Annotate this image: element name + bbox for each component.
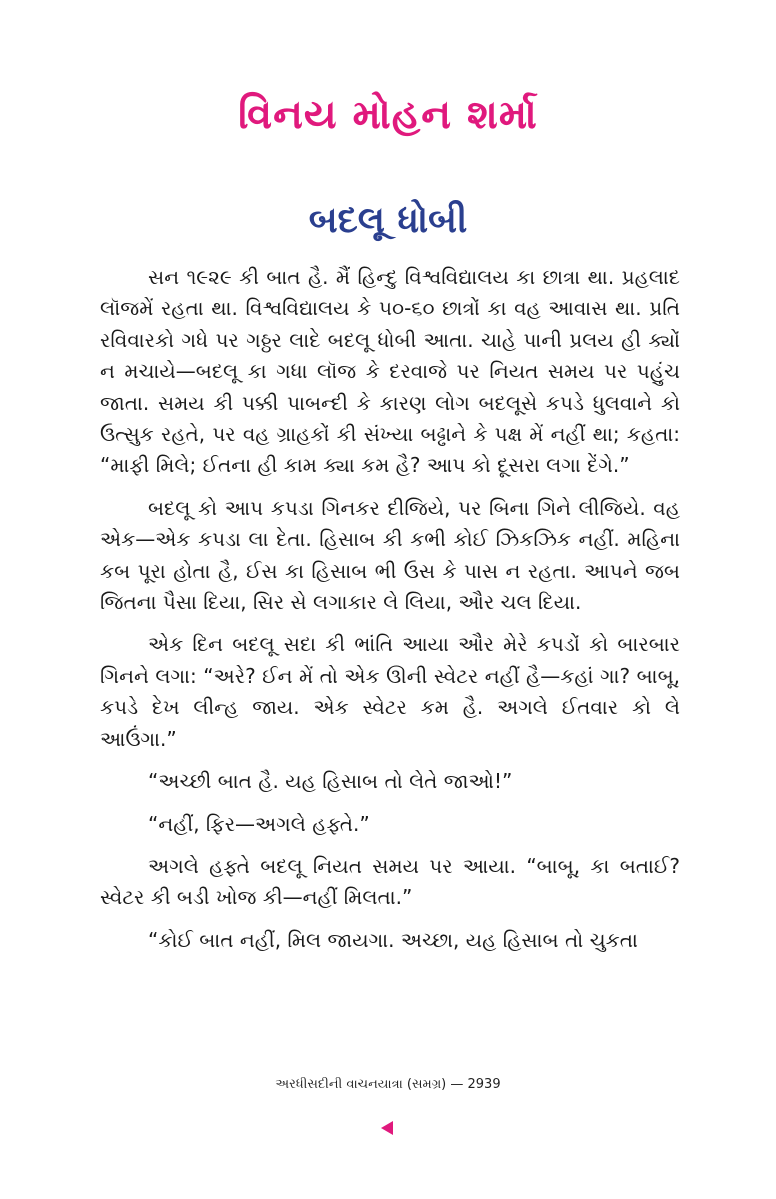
page-footer: અરધીસદીની વાચનયાત્રા (સમગ્ર) — 2939	[275, 1077, 501, 1092]
paragraph: “કોઈ બાત નહીં, મિલ જાયગા. અચ્છા, યહ હિસાબ તો ચુકતા	[148, 927, 638, 952]
triangle-left-icon	[381, 1121, 393, 1135]
story-body	[100, 262, 680, 967]
paragraph: અગલે હફ્તે બદલૂ નિયત સમય પર આયા. “બાબૂ, કા બતાઈ? સ્વેટર કી બડી ખોજ કી—નહીં મિલતા.”	[100, 853, 680, 910]
author-name: વિનય મોહન શર્મા	[238, 92, 538, 138]
story-title: બદલૂ ધોબી	[308, 200, 468, 241]
paragraph: એક દિન બદલૂ સદા કી ભાંતિ આયા ઔર મેરે કપડોં કો બારબાર ગિનને લગા: “અરે? ઈન મેં તો એક ઊની સ્વેટર નહીં હૈ—કહાં ગા? બાબૂ, કપડે દેખ લીન્હ જાય. એક સ્વેટર કમ હૈ. અગલે ઈતવાર કો લે આઉંગા.”	[100, 632, 680, 751]
paragraph: બદલૂ કો આપ કપડા ગિનકર દીજિયે, પર બિના ગિને લીજિયે. વહ એક—એક કપડા લા દેતા. હિસાબ કી કભી કોઈ ઝિકઝિક નહીં. મહિના કબ પૂરા હોતા હૈ, ઈસ કા હિસાબ ભી ઉસ કે પાસ ન રહતા. આપને જબ જિતના પૈસા દિયા, સિર સે લગાકાર લે લિયા, ઔર ચલ દિયા.	[100, 495, 680, 615]
paragraph: “અચ્છી બાત હૈ. યહ હિસાબ તો લેતે જાઓ!”	[148, 769, 513, 794]
paragraph: “નહીં, ફિર—અગલે હફ્તે.”	[148, 811, 370, 836]
paragraph: સન ૧૯૨૯ કી બાત હૈ. મૈં હિન્દુ વિશ્વવિદ્યાલય કા છાત્રા થા. પ્રહલાદ લૉજમેં રહતા થા. વિશ્વવિદ્યાલય કે ૫૦-૬૦ છાત્રોં કા વહ આવાસ થા. પ્રતિ રવિવારકો ગધે પર ગઠ્ઠર લાદે બદલૂ ધોબી આતા. ચાહે પાની પ્રલય હી ક્યોં ન મચાયે—બદલૂ કા ગધા લૉજ કે દરવાજે પર નિયત સમય પર પહુંચ જાતા. સમય કી પક્કી પાબન્દી કે કારણ લોગ બદલૂસે કપડે ધુલવાને કો ઉત્સુક રહતે, પર વહ ગ્રાહકોં કી સંખ્યા બઢ્ઢાને કે પક્ષ મેં નહીં થા; કહતા: “માફી મિલે; ઈતના હી કામ ક્યા કમ હૈ? આપ કો દૂસરા લગા દેંગે.”	[100, 265, 680, 478]
